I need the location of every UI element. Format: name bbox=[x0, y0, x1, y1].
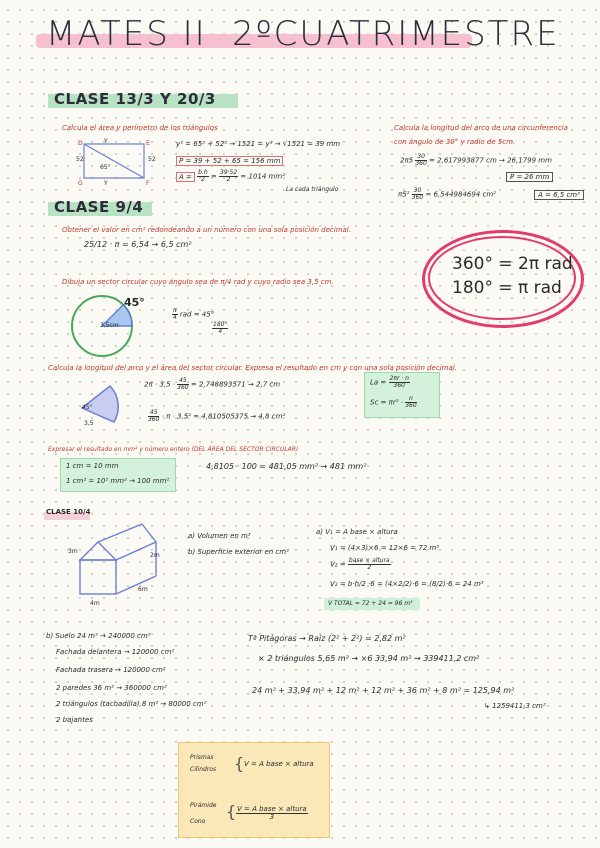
summary-brace-1: { bbox=[234, 754, 245, 773]
conv-den2: 4 bbox=[218, 328, 223, 335]
formula-l-prefix: La = bbox=[370, 378, 387, 387]
surface-back: Fachada trasera → 120000 cm² bbox=[56, 666, 166, 674]
eq-sector-arc-prefix: 2π · 3,5 · bbox=[144, 380, 175, 389]
eq-conversion-2 bbox=[212, 322, 228, 335]
surface-walls: 2 paredes 36 m² → 360000 cm² bbox=[56, 684, 167, 692]
eq-triangles: × 2 triángulos 5,65 m² → ×6 33,94 m² → 339411,2 cm² bbox=[258, 654, 480, 663]
rect-vertex-f: F bbox=[146, 180, 150, 187]
conv-den: 4 bbox=[172, 314, 177, 321]
rect-label-bottom: Y bbox=[104, 180, 108, 187]
eq-conversion bbox=[172, 308, 214, 321]
eq-sum-result: ↳ 1259411,3 cm² bbox=[484, 702, 546, 710]
section-title-clase3: CLASE 10/4 bbox=[46, 508, 91, 516]
vol-v2-label: V₂ = bbox=[330, 560, 346, 569]
eq-area-end: = 1014 mm² bbox=[240, 172, 285, 181]
task-sector: Dibuja un sector circular cuyo ángulo sea de π/4 rad y cuyo radio sea 3,5 cm. bbox=[62, 278, 334, 286]
vol-total: V TOTAL = 72 + 24 = 96 m³ bbox=[328, 600, 413, 607]
vol-v2-num: base × altura bbox=[348, 557, 390, 564]
note-triangle: La cada triángulo bbox=[286, 186, 339, 193]
summary-volume-pyramid bbox=[236, 806, 308, 821]
task-arc-2: con ángulo de 30° y radio de 5cm. bbox=[394, 138, 516, 146]
surface-gutters: 2 bajantes bbox=[56, 716, 93, 724]
formula-s-num: n bbox=[405, 396, 416, 403]
surface-floor: b) Suelo 24 m² → 240000 cm² bbox=[46, 632, 151, 640]
eq-sector-area-res: · π · 3,5² = 4,810505375 → 4,8 cm² bbox=[161, 412, 286, 421]
eq-sector-arc-res: = 2,748893571 → 2,7 cm bbox=[190, 380, 281, 389]
eq-arc-area-prefix: π5² bbox=[398, 190, 410, 199]
eq-arc-area-den: 360 bbox=[411, 194, 424, 201]
formula-l-num: 2πr · n bbox=[389, 375, 409, 382]
vol-v2: V₂ = b·h/2 ·6 = (4×2/2)·6 = (8/2)·6 = 24 m³ bbox=[330, 580, 484, 588]
dim-top: 2m bbox=[150, 552, 160, 559]
formula-180: 180° = π rad bbox=[452, 278, 562, 298]
eq-area-num: b.h bbox=[198, 169, 208, 176]
eq-sector-arc bbox=[144, 378, 280, 391]
conv-res: 45° bbox=[201, 310, 215, 319]
task-triangles: Calcula el área y perímetro de los triángulos bbox=[62, 124, 218, 132]
section-title-clase1: CLASE 13/3 Y 20/3 bbox=[54, 90, 216, 108]
eq-area-mid: = bbox=[210, 172, 217, 181]
rect-label-right: 52 bbox=[148, 156, 156, 163]
eq-arc-result: = 2,617993877 cm → 26,1799 mm bbox=[429, 156, 552, 165]
eq-arc-den: 360 bbox=[415, 160, 427, 167]
conv-mid: rad = bbox=[179, 310, 200, 319]
summary-pyramid-num: V = A base × altura bbox=[237, 805, 307, 813]
vol-formula: a) V₁ = A base × altura bbox=[316, 528, 398, 536]
eq-area-den: 2 bbox=[200, 176, 205, 183]
eq-arc bbox=[400, 154, 552, 167]
eq-arc-prefix: 2π5 bbox=[400, 156, 414, 165]
eq-area-den2: 2 bbox=[226, 176, 231, 183]
task-arc-1: Calcula la longitud del arco de una circunferencia bbox=[394, 124, 568, 132]
rect-vertex-d: D bbox=[78, 140, 83, 147]
rect-vertex-g: G bbox=[78, 180, 83, 187]
sector-radius-label: 3,5cm bbox=[100, 322, 119, 329]
rect-label-left: 52 bbox=[76, 156, 84, 163]
summary-brace-2: { bbox=[226, 802, 237, 821]
summary-volume-prism: V = A base × altura bbox=[244, 760, 314, 768]
rect-label-top: Y bbox=[104, 138, 108, 145]
question-b: b) Superficie exterior en cm² bbox=[188, 548, 289, 556]
summary-cone: Cono bbox=[190, 818, 206, 825]
eq-sector-arc-den: 360 bbox=[177, 384, 189, 391]
summary-prisms: Prismas bbox=[190, 754, 214, 761]
surface-triangles: 2 triángulos (tachadilla) 8 m² → 80000 cm² bbox=[56, 700, 207, 708]
eq-area-num2: 39·52 bbox=[220, 169, 238, 176]
conv-num2: 180° bbox=[213, 321, 228, 328]
house-prism-diagram bbox=[60, 518, 180, 602]
page-title-right: 2ºCUATRIMESTRE bbox=[232, 14, 560, 54]
eq-sum: 24 m² + 33,94 m² + 12 m² + 12 m² + 36 m² + 8 m² = 125,94 m² bbox=[252, 686, 515, 695]
sector-angle-label: 45° bbox=[124, 296, 145, 309]
formula-360: 360° = 2π rad bbox=[452, 254, 573, 274]
formula-s-prefix: Sc = πr² · bbox=[370, 398, 403, 407]
dim-width: 4m bbox=[90, 600, 100, 607]
task-round: Obtener el valor en cm² redondeando a un número con una sola posición decimal. bbox=[62, 226, 351, 234]
eq-arc-area-num: 30 bbox=[413, 187, 422, 194]
eq-round: 25/12 · π = 6,54 → 6,5 cm² bbox=[84, 240, 192, 249]
conv-num: π bbox=[173, 307, 177, 314]
eq-sector-area-den: 360 bbox=[148, 416, 160, 423]
sector-diagram-angle: 45° bbox=[82, 404, 93, 411]
conv-cm-mm: 1 cm = 10 mm bbox=[66, 462, 119, 470]
formula-arc-length bbox=[370, 376, 410, 389]
page-title-left: MATES II bbox=[46, 14, 207, 54]
eq-area bbox=[176, 170, 285, 183]
formula-l-den: 360 bbox=[393, 382, 405, 389]
summary-pyramid: Pirámide bbox=[190, 802, 217, 809]
eq-sector-area-num: 45 bbox=[149, 409, 158, 416]
rect-label-angle: 65° bbox=[100, 164, 111, 171]
eq-mm2: 4,8105 · 100 = 481,05 mm² → 481 mm² bbox=[206, 462, 367, 471]
dim-depth: 6m bbox=[138, 586, 148, 593]
conv-cm2-mm2: 1 cm² = 10² mm² → 100 mm² bbox=[66, 477, 170, 485]
vol-v2-formula bbox=[330, 558, 391, 571]
eq-arc-area bbox=[398, 188, 496, 201]
eq-sector-arc-num: 45 bbox=[179, 377, 187, 384]
surface-front: Fachada delantera → 120000 cm² bbox=[56, 648, 175, 656]
eq-pythagoras: y² = 65² + 52² → 1521 = y² → √1521 = 39 mm bbox=[176, 140, 341, 148]
vol-v2-den: 2 bbox=[367, 564, 372, 571]
summary-pyramid-den: 3 bbox=[269, 813, 275, 821]
eq-arc-area-result: = 6,544984694 cm² bbox=[425, 190, 496, 199]
question-a: a) Volumen en m³ bbox=[188, 532, 251, 540]
summary-cylinders: Cilindros bbox=[190, 766, 217, 773]
vol-v1: V₁ = (4×3)×6 = 12×6 = 72 m³ bbox=[330, 544, 440, 552]
rect-vertex-e: E bbox=[146, 140, 150, 147]
formula-sector-area bbox=[370, 396, 417, 409]
eq-perimeter: P = 39 + 52 + 65 = 156 mm bbox=[176, 156, 283, 166]
dim-height: 3m bbox=[68, 548, 78, 555]
formula-s-den: 360 bbox=[405, 402, 417, 409]
task-mm: Expresar el resultado en mm² y número entero (DEL ÁREA DEL SECTOR CIRCULAR) bbox=[48, 446, 299, 453]
eq-sector-area bbox=[148, 410, 285, 423]
sector-diagram-radius: 3,5 bbox=[84, 420, 94, 427]
eq-pythagoras-2: Tª Pitágoras → Raíz (2² + 2²) = 2,82 m² bbox=[248, 634, 406, 643]
sector-diagram bbox=[70, 382, 140, 428]
task-sector-arc: Calcula la longitud del arco y el área del sector circular. Expresa el resultado en cm y con una sola posición decimal. bbox=[48, 364, 457, 372]
section-title-clase2: CLASE 9/4 bbox=[54, 198, 144, 216]
eq-arc-num: 30 bbox=[417, 153, 425, 160]
box-area: A = 6,5 cm² bbox=[534, 190, 584, 200]
eq-area-prefix: A = bbox=[176, 172, 195, 182]
box-perimeter: P = 26 mm bbox=[506, 172, 553, 182]
